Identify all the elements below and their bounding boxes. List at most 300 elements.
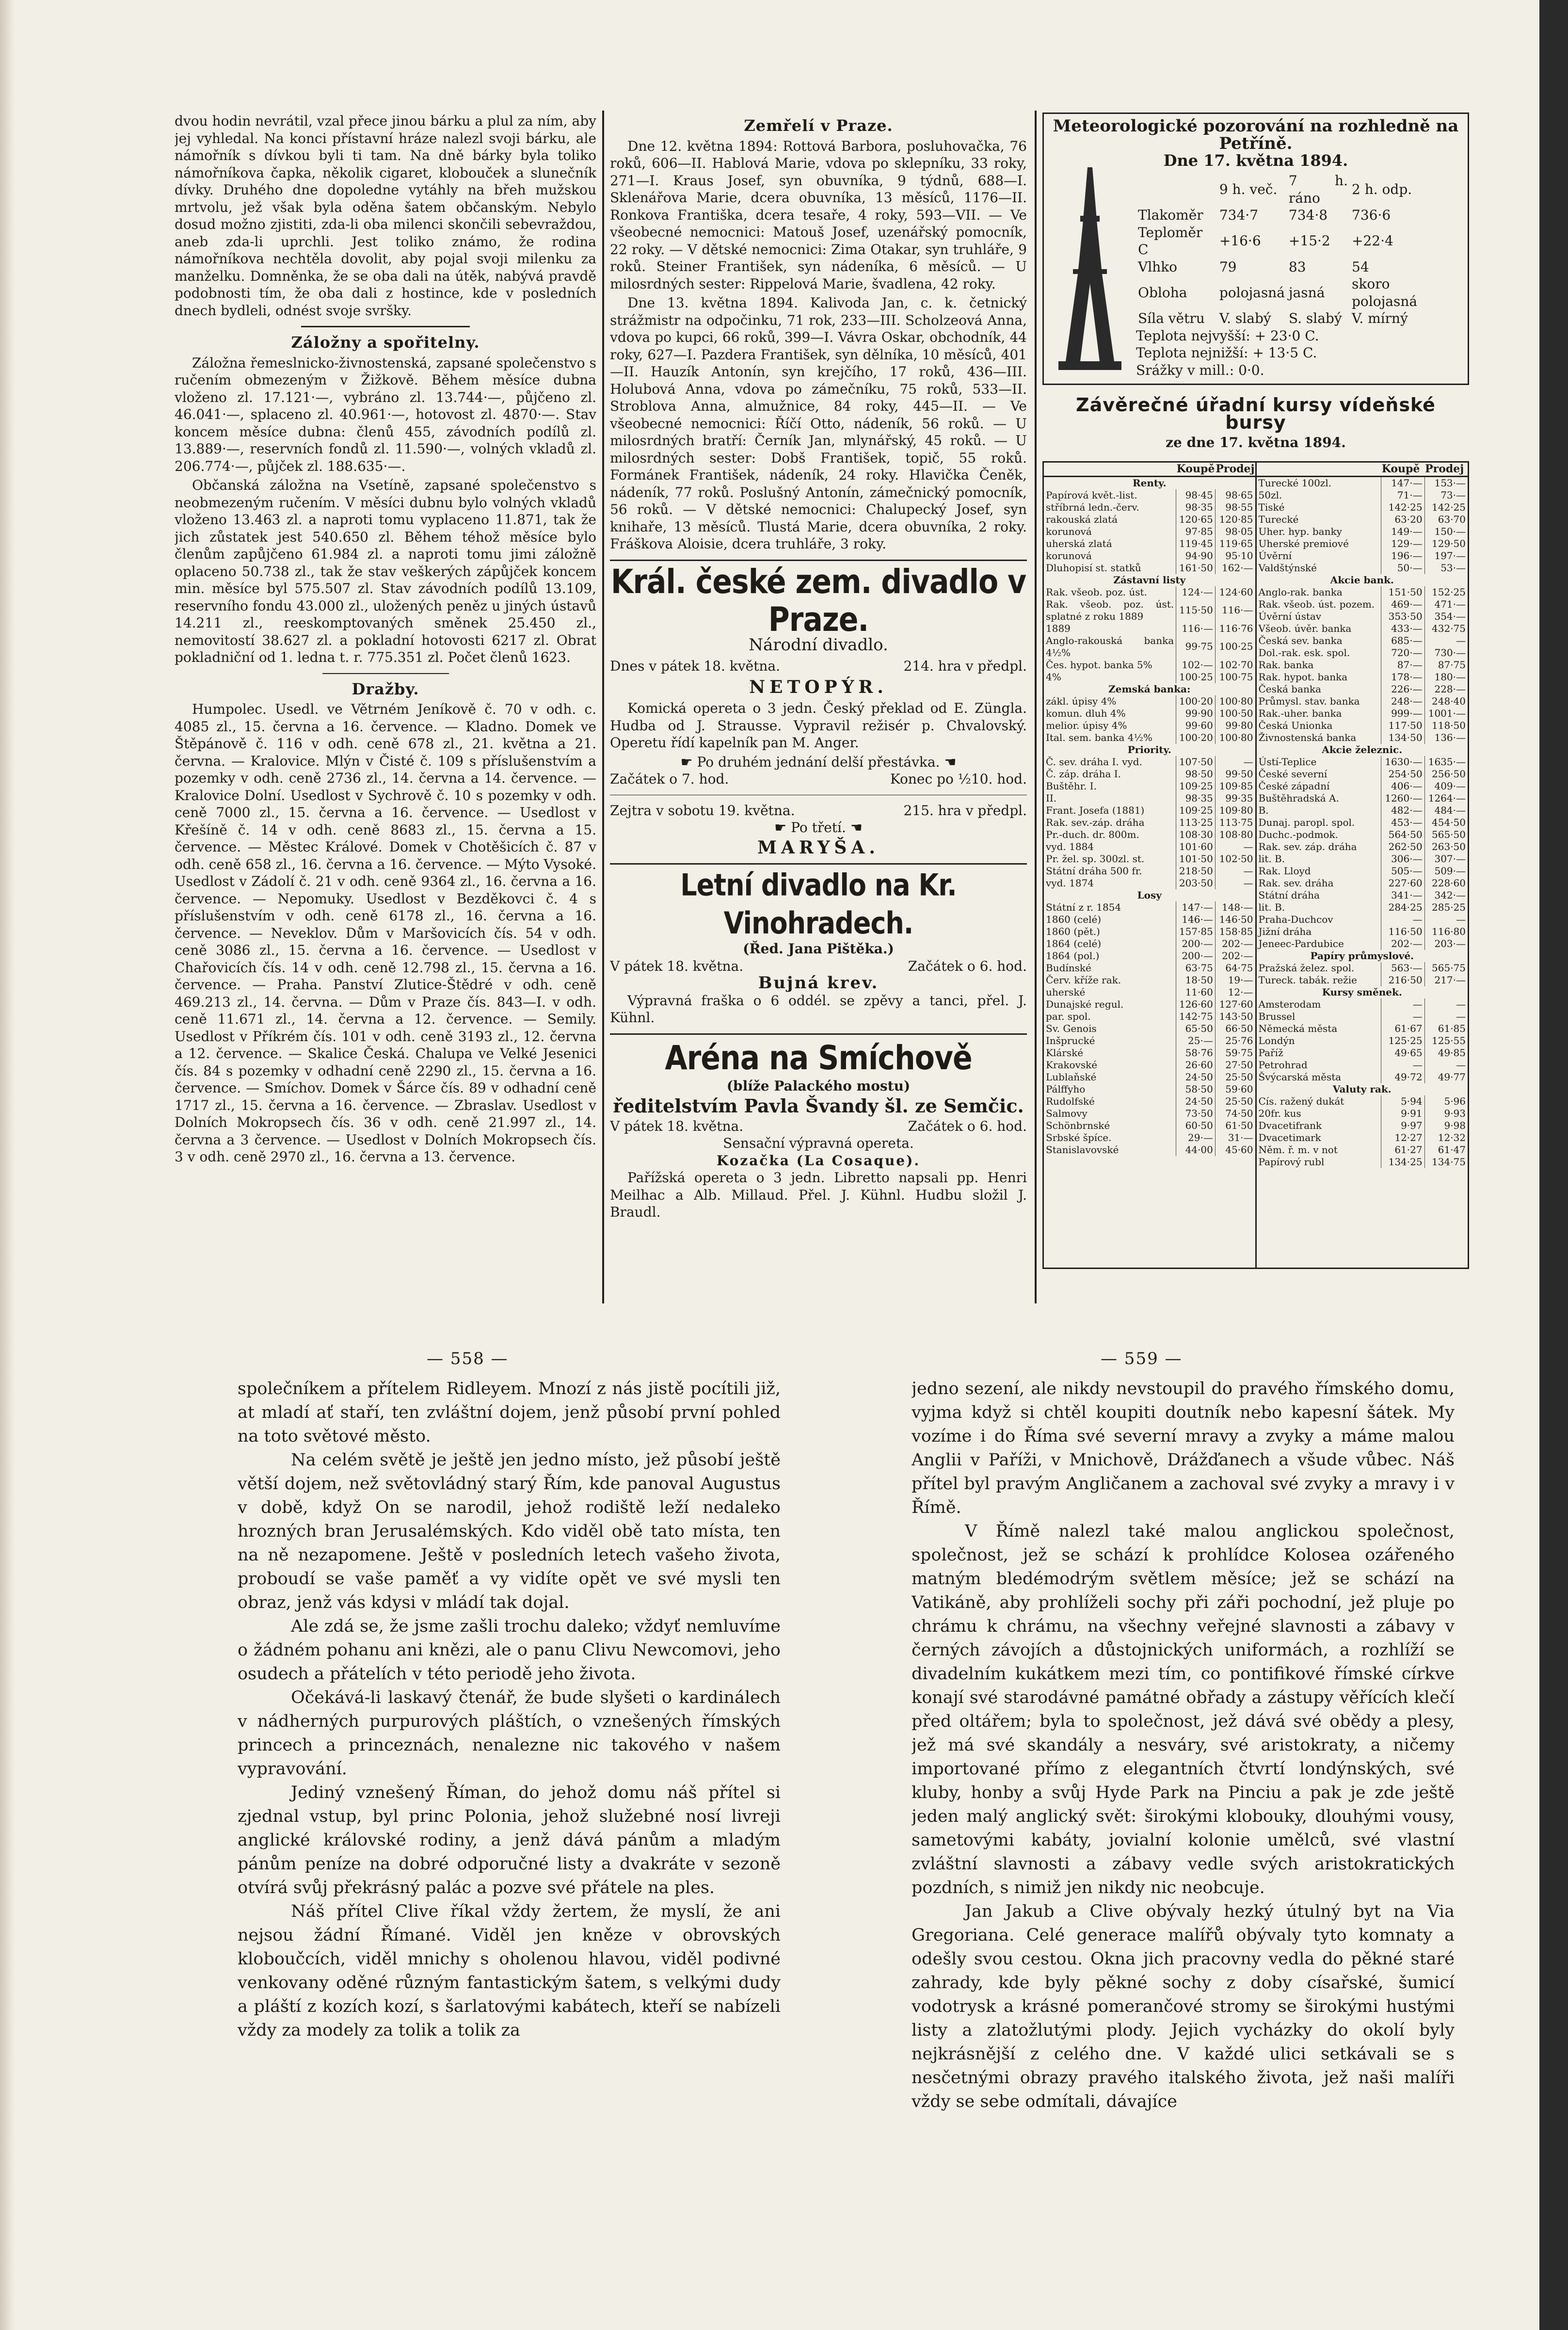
sell-price: 180·— bbox=[1424, 671, 1468, 683]
buy-price: 306·— bbox=[1381, 853, 1424, 865]
buy-price: 99·75 bbox=[1176, 635, 1216, 659]
met-value: V. mírný bbox=[1352, 310, 1408, 326]
buy-price: 100·25 bbox=[1176, 671, 1216, 683]
bourse-row bbox=[1044, 1108, 1255, 1120]
buy-price: 469·— bbox=[1381, 598, 1424, 611]
bourse-row bbox=[1257, 611, 1468, 623]
sell-price: — bbox=[1215, 865, 1255, 877]
buy-price: 200·— bbox=[1176, 950, 1216, 962]
security-name: Ital. sem. banka 4½% bbox=[1046, 731, 1152, 743]
met-table bbox=[1136, 172, 1456, 379]
bottom-right-text bbox=[912, 1377, 1455, 2211]
security-name: Česká Unionka bbox=[1258, 719, 1333, 731]
buy-price: 94·90 bbox=[1176, 550, 1216, 562]
sell-price: 217·— bbox=[1424, 974, 1468, 986]
sell-price: 95·10 bbox=[1215, 550, 1255, 562]
sell-price: 100·80 bbox=[1215, 732, 1255, 744]
divider bbox=[610, 560, 1027, 561]
security-name: vyd. 1874 bbox=[1046, 877, 1094, 889]
buy-price: 29·— bbox=[1176, 1132, 1216, 1144]
buy-price: 107·50 bbox=[1176, 756, 1216, 768]
sell-price: 119·65 bbox=[1215, 538, 1255, 550]
sell-price: 730·— bbox=[1424, 647, 1468, 659]
sell-price: 146·50 bbox=[1215, 914, 1255, 926]
buy-price: 11·60 bbox=[1176, 986, 1216, 998]
t2-date-row bbox=[610, 958, 1027, 975]
met-value: 736·6 bbox=[1352, 207, 1391, 223]
buy-price: 218·50 bbox=[1176, 865, 1216, 877]
buy-price: — bbox=[1381, 998, 1424, 1011]
petrin-tower-icon bbox=[1054, 167, 1126, 371]
met-value: +22·4 bbox=[1352, 233, 1393, 249]
theatre-vinohrady-sub: (Řed. Jana Pištěka.) bbox=[743, 941, 894, 957]
bourse-row bbox=[1257, 562, 1468, 574]
hand-pointer-icon: ☚ bbox=[846, 820, 863, 836]
security-name: Klárské bbox=[1046, 1046, 1084, 1059]
security-name: vyd. 1884 bbox=[1046, 840, 1094, 852]
bourse-row bbox=[1044, 1059, 1255, 1071]
t2-start: Začátek o 6. hod. bbox=[908, 958, 1027, 974]
t1-pause-text: Po druhém jednání delší přestávka. bbox=[697, 754, 940, 770]
sell-price: 64·75 bbox=[1215, 962, 1255, 974]
t3-desc: Pařížská opereta o 3 jedn. Libretto napsali pp. Henri Meilhac a Alb. Millaud. Přel. J. Kühnl. Hudbu složil J. Braudl. bbox=[610, 1170, 1027, 1220]
sell-price: 49·77 bbox=[1424, 1071, 1468, 1083]
column-left bbox=[175, 112, 596, 1296]
bourse-row bbox=[1044, 1023, 1255, 1035]
security-name: Uher. hyp. banky bbox=[1258, 525, 1342, 537]
security-name: Německá města bbox=[1258, 1022, 1338, 1034]
meteorology-box bbox=[1042, 112, 1469, 385]
sell-price: — bbox=[1424, 914, 1468, 926]
bourse-section-label: Zástavní listy bbox=[1113, 574, 1186, 586]
t1-end: Konec po ½10. hod. bbox=[890, 771, 1027, 787]
col-kup: Koupě bbox=[1381, 463, 1424, 477]
sell-price: 158·85 bbox=[1215, 926, 1255, 938]
security-name: Anglo-rakouská banka 4½% bbox=[1046, 634, 1174, 659]
bourse-row bbox=[1044, 1132, 1255, 1144]
sell-price: 100·25 bbox=[1215, 635, 1255, 659]
t1-description: Komická opereta o 3 jedn. Český překlad od E. Züngla. Hudba od J. Strausse. Vypravil režisér p. Chvalovský. Operetu řídí kapelník pan M. Anger. bbox=[610, 700, 1027, 751]
buy-price: 202·— bbox=[1381, 938, 1424, 950]
sell-price: 202·— bbox=[1215, 938, 1255, 950]
security-name: Rudolfské bbox=[1046, 1095, 1095, 1107]
divider bbox=[322, 673, 449, 674]
security-name: Rak. sev.-záp. dráha bbox=[1046, 816, 1145, 828]
security-name: Pálffyho bbox=[1046, 1083, 1086, 1095]
sell-price: 120·85 bbox=[1215, 514, 1255, 526]
buy-price: 44·00 bbox=[1176, 1144, 1216, 1156]
security-name: Čes. hypot. banka 5% bbox=[1046, 659, 1152, 671]
sell-price: 59·75 bbox=[1215, 1047, 1255, 1059]
bourse-row bbox=[1044, 1083, 1255, 1095]
security-name: korunová bbox=[1046, 549, 1092, 562]
bourse-section bbox=[1257, 986, 1468, 998]
sell-price: 25·50 bbox=[1215, 1095, 1255, 1108]
security-name: 1860 (celé) bbox=[1046, 913, 1102, 925]
buy-price: 116·— bbox=[1176, 623, 1216, 635]
security-name: Česká sev. banka bbox=[1258, 634, 1343, 646]
security-name: Salmovy bbox=[1046, 1107, 1088, 1119]
sell-price: 152·25 bbox=[1424, 586, 1468, 598]
bourse-section-label: Losy bbox=[1137, 889, 1162, 901]
buy-price: 482·— bbox=[1381, 804, 1424, 817]
sell-price: 248·40 bbox=[1424, 695, 1468, 707]
security-name: Inšprucké bbox=[1046, 1034, 1095, 1046]
bourse-section bbox=[1257, 574, 1468, 586]
sell-price: 31·— bbox=[1215, 1132, 1255, 1144]
bourse-section bbox=[1257, 1083, 1468, 1095]
bourse-row bbox=[1257, 901, 1468, 914]
sell-price: 432·75 bbox=[1424, 623, 1468, 635]
bourse-row bbox=[1044, 514, 1255, 526]
sell-price: 109·80 bbox=[1215, 804, 1255, 817]
buy-price: 433·— bbox=[1381, 623, 1424, 635]
bourse-row bbox=[1044, 986, 1255, 998]
bourse-row bbox=[1044, 1035, 1255, 1047]
buy-price: 147·— bbox=[1381, 476, 1424, 489]
security-name: Lublaňské bbox=[1046, 1071, 1097, 1083]
bourse-row bbox=[1044, 756, 1255, 768]
sell-price: 74·50 bbox=[1215, 1108, 1255, 1120]
bourse-row bbox=[1257, 780, 1468, 792]
security-name: Dunaj. paropl. spol. bbox=[1258, 816, 1355, 828]
sell-price: 118·50 bbox=[1424, 720, 1468, 732]
buy-price: 126·60 bbox=[1176, 998, 1216, 1011]
sell-price: 12·32 bbox=[1424, 1132, 1468, 1144]
sell-price: 9·98 bbox=[1424, 1120, 1468, 1132]
buy-price: 49·65 bbox=[1381, 1047, 1424, 1059]
security-name: Paříž bbox=[1258, 1046, 1283, 1059]
bourse-row bbox=[1044, 1120, 1255, 1132]
security-name: Č. záp. dráha I. bbox=[1046, 768, 1121, 780]
sell-price: 565·50 bbox=[1424, 829, 1468, 841]
bourse-row bbox=[1044, 707, 1255, 720]
buy-price: 284·25 bbox=[1381, 901, 1424, 914]
bourse-row bbox=[1044, 1071, 1255, 1083]
buy-price: 406·— bbox=[1381, 780, 1424, 792]
buy-price: 97·85 bbox=[1176, 526, 1216, 538]
sell-price: 143·50 bbox=[1215, 1011, 1255, 1023]
bourse-row bbox=[1044, 938, 1255, 950]
sell-price: — bbox=[1215, 841, 1255, 853]
bourse-row bbox=[1044, 526, 1255, 538]
bourse-section-label: Priority. bbox=[1127, 743, 1171, 755]
sell-price: 454·50 bbox=[1424, 817, 1468, 829]
buy-price: — bbox=[1381, 914, 1424, 926]
sell-price: 342·— bbox=[1424, 889, 1468, 901]
buy-price: 505·— bbox=[1381, 865, 1424, 877]
security-name: 1889 bbox=[1046, 622, 1071, 634]
security-name: 50zl. bbox=[1258, 489, 1282, 501]
buy-price: 119·45 bbox=[1176, 538, 1216, 550]
sell-price: 100·75 bbox=[1215, 671, 1255, 683]
buy-price: 248·— bbox=[1381, 695, 1424, 707]
met-value: V. slabý bbox=[1219, 310, 1271, 326]
security-name: Rak. banka bbox=[1258, 659, 1314, 671]
bourse-section-label: Renty. bbox=[1133, 477, 1167, 489]
bourse-row bbox=[1257, 538, 1468, 550]
paragraph: Na celém světě je ještě jen jedno místo, jež působí ještě větší dojem, než světovládný starý Řím, kde panoval Augustus v době, když On se narodil, jehož rodiště leží nedaleko hrozných bran Jerusalémských. Kdo viděl obě tato místa, ten na ně nezapomene. Ještě v posledních letech vašeho života, proboudí se vaše paměť a vy vidíte opět ve své mysli ten obraz, jenž vás kdysi v mládí tak dojal. bbox=[238, 1450, 781, 1612]
security-name: Rak. všeob. úst. pozem. bbox=[1258, 598, 1375, 610]
security-name: Živnostenská banka bbox=[1258, 731, 1357, 743]
paragraph: V Římě nalezl také malou anglickou společnost, společnost, jež se schází k prohlídce Kolosea ozářeného matným bledémodrým světlem měsíce; jež se schází na Vatikáně, aby prohlíželi sochy při záři pochodní, jež pluje po chrámu k chrámu, na všechny veřejné slavnosti a zábavy v černých závojích a důstojnických uniformách, a rozhlíží se divadelním kukátkem mezi tím, co pontifikové římské církve konají své starodávné památné obřady a zástupy věřících klečí před oltářem; byla to společnost, jež dává své obědy a plesy, jež má své skandály a nesváry, své aristokraty, a ničemy importované přímo z elegantních čtvrtí londýnských, své kluby, honby a svůj Hyde Park na Pinciu a pak je zde ještě jeden malý anglický svět: širokými klobouky, dlouhými vousy, sametovými kabáty, jovialní kolonie umělců, své vlastní zvláštní slavnosti a zábavy vedle svých aristokratických pozdních, s nimiž jen nikdy nic neobcuje. bbox=[912, 1522, 1455, 1897]
sell-price: — bbox=[1424, 1011, 1468, 1023]
buy-price: 109·25 bbox=[1176, 780, 1216, 792]
zemreli-13-may: Dne 13. května 1894. Kalivoda Jan, c. k. četnický strážmistr na odpočinku, 71 rok, 233—III. Scholzeová Anna, vdova po kupci, 66 roků, 399—I. Vávra Oskar, obchodník, 44 roky, 627—I. Pazdera František, syn dělníka, 10 měsíců, 401—II. Hauzík Antonín, syn krejčího, 17 roků, 436—III. Holubová Anna, vdova po zámečníku, 75 roků, 533—II. Stroblova Anna, almužnice, 84 roky, 445—II. — Ve všeobecné nemocnici: Říčí Otto, nádeník, 56 roků. — U milosrdných bratří: Černík Jan, mlynářský, 45 roků. — U milosrdných sester: Dobš František, topič, 55 roků. Formánek František, nádeník, 24 roky. Hlavička Čeněk, nádeník, 77 roků. Poslušný Antonín, zámečnický pomocník, 56 roků. — V dětské nemocnici: Chalupecký Josef, syn knihaře, 13 měsíců. Tlustá Marie, dcera obuvníka, 2 roky. Fráškova Aloisie, dcera truhláře, 3 roky. bbox=[610, 295, 1027, 552]
bourse-row bbox=[1257, 756, 1468, 768]
bourse-row bbox=[1257, 829, 1468, 841]
security-name: II. bbox=[1046, 792, 1057, 804]
bourse-row bbox=[1044, 671, 1255, 683]
security-name: Úvěrní ústav bbox=[1258, 610, 1322, 622]
sell-price: 307·— bbox=[1424, 853, 1468, 865]
security-name: Buštěhradská A. bbox=[1258, 792, 1339, 804]
buy-price: 98·35 bbox=[1176, 792, 1216, 804]
buy-price: 196·— bbox=[1381, 550, 1424, 562]
bourse-row bbox=[1257, 841, 1468, 853]
bourse-section-label: Zemská banka: bbox=[1108, 683, 1191, 695]
buy-price: 1630·— bbox=[1381, 756, 1424, 768]
security-name: Rak. sev. záp. dráha bbox=[1258, 840, 1357, 852]
sell-price: 102·70 bbox=[1215, 659, 1255, 671]
security-name: uherské bbox=[1046, 986, 1086, 998]
sell-price: 100·80 bbox=[1215, 695, 1255, 707]
sell-price: 484·— bbox=[1424, 804, 1468, 817]
security-name: Stanislavovské bbox=[1046, 1143, 1119, 1156]
sell-price: — bbox=[1215, 877, 1255, 889]
sell-price: 102·50 bbox=[1215, 853, 1255, 865]
t2-desc: Výpravná fraška o 6 oddél. se zpěvy a tanci, přel. J. Kühnl. bbox=[610, 992, 1027, 1026]
bourse-row bbox=[1257, 998, 1468, 1011]
bourse-row bbox=[1257, 877, 1468, 889]
bourse-row bbox=[1257, 768, 1468, 780]
buy-price: 1260·— bbox=[1381, 792, 1424, 804]
bourse-row bbox=[1257, 792, 1468, 804]
security-name: Krakovské bbox=[1046, 1059, 1098, 1071]
buy-price: 99·90 bbox=[1176, 707, 1216, 720]
security-name: Všeob. úvěr. banka bbox=[1258, 622, 1352, 634]
buy-price: 99·60 bbox=[1176, 720, 1216, 732]
security-name: Dvacetimark bbox=[1258, 1131, 1321, 1143]
sell-price: 49·85 bbox=[1424, 1047, 1468, 1059]
bourse-row bbox=[1257, 1047, 1468, 1059]
t3-note: Sensační výpravná opereta. bbox=[723, 1135, 914, 1151]
buy-price: 9·91 bbox=[1381, 1108, 1424, 1120]
security-name: Rak. všeob. poz. úst. splatné z roku 1889 bbox=[1046, 598, 1174, 622]
security-name: Papírová květ.-list. bbox=[1046, 489, 1137, 501]
bourse-row bbox=[1257, 962, 1468, 974]
buy-price: 563·— bbox=[1381, 962, 1424, 974]
met-value: 734·8 bbox=[1288, 207, 1328, 223]
divider bbox=[610, 1033, 1027, 1035]
bourse-row bbox=[1044, 962, 1255, 974]
security-name: České západní bbox=[1258, 780, 1330, 792]
sell-price: 125·55 bbox=[1424, 1035, 1468, 1047]
security-name: Budínské bbox=[1046, 962, 1091, 974]
buy-price: 109·25 bbox=[1176, 804, 1216, 817]
bourse-row bbox=[1257, 1156, 1468, 1168]
buy-price: 116·50 bbox=[1381, 926, 1424, 938]
buy-price: 58·50 bbox=[1176, 1083, 1216, 1095]
security-name: Červ. kříže rak. bbox=[1046, 974, 1121, 986]
met-max: Teplota nejvyšší: + 23·0 C. bbox=[1136, 327, 1319, 344]
bourse-row bbox=[1044, 598, 1255, 623]
bourse-row bbox=[1257, 865, 1468, 877]
security-name: Jižní dráha bbox=[1258, 925, 1312, 937]
buy-price: 227·60 bbox=[1381, 877, 1424, 889]
security-name: stříbrná ledn.-červ. bbox=[1046, 501, 1139, 513]
buy-price: 71·— bbox=[1381, 489, 1424, 501]
sell-price: 116·— bbox=[1215, 598, 1255, 623]
column-rule bbox=[1035, 111, 1037, 1303]
met-label: Síla větru bbox=[1138, 310, 1205, 326]
security-name: Srbské špíce. bbox=[1046, 1131, 1112, 1143]
theatre-national-title: Král. české zem. divadlo v Praze. bbox=[610, 562, 1026, 639]
security-name: Dvacetifrank bbox=[1258, 1119, 1322, 1131]
bourse-row bbox=[1044, 538, 1255, 550]
security-name: Schönbrnské bbox=[1046, 1119, 1110, 1131]
sell-price: 197·— bbox=[1424, 550, 1468, 562]
t1-next-first-text: Po třetí. bbox=[791, 820, 846, 836]
security-name: Státní dráha bbox=[1258, 889, 1320, 901]
buy-price: 720·— bbox=[1381, 647, 1424, 659]
zemreli-12-may: Dne 12. května 1894: Rottová Barbora, posluhovačka, 76 roků, 606—II. Hablová Marie, vdova po sklepníku, 33 roky, 271—I. Kraus Josef, syn obuvníka, 9 týdnů, 688—I. Sklenářova Marie, dcera obuvníka, 13 měsíců, 1176—II. Ronkova Františka, dcera tesaře, 4 roky, 593—VII. — Ve všeobecné nemocnici: Matouš Josef, uzenářský pomocník, 22 roky. — V dětské nemocnici: Zima Otakar, syn truhláře, 9 roků. Steiner František, syn nádeníka, 6 měsíců. — U milosrdných sester: Rippelová Marie, švadlena, 42 roky. bbox=[610, 138, 1027, 292]
met-label: Teploměr C bbox=[1138, 224, 1203, 257]
bourse-row bbox=[1257, 732, 1468, 744]
buy-price: 178·— bbox=[1381, 671, 1424, 683]
sell-price: 61·85 bbox=[1424, 1023, 1468, 1035]
security-name: Petrohrad bbox=[1258, 1059, 1308, 1071]
security-name: Rak.-uher. banka bbox=[1258, 707, 1342, 719]
buy-price: 98·50 bbox=[1176, 768, 1216, 780]
buy-price: 115·50 bbox=[1176, 598, 1216, 623]
sell-price: 45·60 bbox=[1215, 1144, 1255, 1156]
t2-play: Bujná krev. bbox=[758, 973, 879, 993]
bourse-row bbox=[1044, 562, 1255, 574]
met-label: Vlhko bbox=[1138, 258, 1178, 275]
buy-price: 254·50 bbox=[1381, 768, 1424, 780]
met-value: polojasná bbox=[1219, 284, 1285, 301]
t3-play: Kozačka (La Cosaque). bbox=[716, 1152, 921, 1169]
buy-price: 203·50 bbox=[1176, 877, 1216, 889]
drazby-paragraph: Humpolec. Usedl. ve Větrném Jeníkově č. 70 v odh. c. 4085 zl., 15. června a 16. července. — Kladno. Domek ve Štěpánově č. 116 v odh. ceně 678 zl., 21. května a 21. června. — Kralovice. Mlýn v Čisté č. 109 s příslušenstvím a pozemky v odh. ceně 2736 zl., 14. června a 14. července. — Kralovice Dolní. Usedlost v Sychrově č. 10 s pozemky v odh. ceně 7000 zl., 15. června a 16. července. — Usedlost v Křešíně č. 14 v odh. ceně 8683 zl., 15. června a 15. července. — Městec Králové. Domek v Chotěšicích č. 87 v odh. ceně 658 zl., 16. června a 16. července. — Mýto Vysoké. Usedlost v Zádolí č. 21 v odh. ceně 9364 zl., 16. června a 16. července. — Nepomuky. Usedlost v Bezděkovci č. 4 s příslušenstvím v odh. ceně 6178 zl., 16. června a 16. července. — Neveklov. Dům v Maršovicích čís. 54 v odh. ceně 3086 zl., 15. června a 16. července. — Usedlost v Chařovicích čís. 14 v odh. ceně 12.798 zl., 15. června a 16. července. — Praha. Panství Zlutice-Štědré v odh. ceně 469.213 zl., 14. června. — Dům v Praze čís. 843—I. v odh. ceně 11.671 zl., 14. června a 12. července. — Semily. Usedlost v Příkrém čís. 101 v odh. ceně 3193 zl., 12. června a 12. července. — Skalice Česká. Chalupa ve Velké Jesenici čís. 84 s pozemky v odhadní ceně 2290 zl., 15. června a 16. července. — Smíchov. Domek v Šárce čís. 89 v odhadní ceně 1717 zl., 15. června a 16. července. — Zbraslav. Usedlost v Dolních Mokropsech čís. 36 v odh. ceně 21.997 zl., 14. června a 3 července. — Usedlost v Dolních Mokropsech čís. 3 v odh. ceně 2970 zl., 16. června a 13. července. bbox=[175, 701, 596, 1165]
bourse-section bbox=[1044, 476, 1255, 489]
sell-price: 1264·— bbox=[1424, 792, 1468, 804]
security-name: rakouská zlatá bbox=[1046, 513, 1118, 525]
bourse-row bbox=[1257, 889, 1468, 901]
sell-price: 1635·— bbox=[1424, 756, 1468, 768]
buy-price: 161·50 bbox=[1176, 562, 1216, 574]
buy-price: — bbox=[1381, 1011, 1424, 1023]
bourse-row bbox=[1044, 998, 1255, 1011]
bourse-row bbox=[1257, 1035, 1468, 1047]
bourse-row bbox=[1257, 659, 1468, 671]
theatre-smichov-sub: (blíže Palackého mostu) bbox=[726, 1077, 911, 1094]
paragraph: společníkem a přítelem Ridleyem. Mnozí z nás jistě pocítili již, at mladí ať staří, ten zvláštní dojem, jenž působí první pohled na toto světové město. bbox=[238, 1379, 781, 1446]
buy-price: 63·20 bbox=[1381, 514, 1424, 526]
sell-price: 98·65 bbox=[1215, 489, 1255, 501]
bourse-right bbox=[1257, 463, 1468, 1268]
security-name: Jeneec-Pardubice bbox=[1258, 937, 1344, 949]
buy-price: 12·27 bbox=[1381, 1132, 1424, 1144]
buy-price: 453·— bbox=[1381, 817, 1424, 829]
sell-price: 203·— bbox=[1424, 938, 1468, 950]
buy-price: 49·72 bbox=[1381, 1071, 1424, 1083]
theatre-vinohrady-title: Letní divadlo na Kr. Vinohradech. bbox=[680, 868, 957, 941]
t1-pause bbox=[610, 754, 1027, 771]
buy-price: 101·50 bbox=[1176, 853, 1216, 865]
buy-price: 9·97 bbox=[1381, 1120, 1424, 1132]
t1-times bbox=[610, 771, 1027, 788]
security-name: Anglo-rak. banka bbox=[1258, 586, 1343, 598]
sell-price: 99·35 bbox=[1215, 792, 1255, 804]
t1-start: Začátek o 7. hod. bbox=[610, 771, 729, 787]
bourse-left bbox=[1044, 463, 1257, 1268]
security-name: Praha-Duchcov bbox=[1258, 913, 1333, 925]
heading-drazby: Dražby. bbox=[352, 679, 419, 698]
page-number-left: — 558 — bbox=[427, 1349, 509, 1368]
sell-price: 124·60 bbox=[1215, 586, 1255, 598]
sell-price: 509·— bbox=[1424, 865, 1468, 877]
bourse-row bbox=[1257, 1071, 1468, 1083]
sell-price: 153·— bbox=[1424, 476, 1468, 489]
buy-price: — bbox=[1381, 1059, 1424, 1071]
bourse-row bbox=[1044, 1144, 1255, 1156]
bourse-row bbox=[1044, 623, 1255, 635]
met-label: Obloha bbox=[1138, 284, 1187, 301]
buy-price: 353·50 bbox=[1381, 611, 1424, 623]
bourse-section bbox=[1044, 574, 1255, 586]
t3-date-row bbox=[610, 1118, 1027, 1135]
security-name: Ústí-Teplice bbox=[1258, 755, 1317, 768]
bourse-row bbox=[1257, 550, 1468, 562]
t1-next: Zejtra v sobotu 19. května. bbox=[610, 802, 795, 819]
bourse-row bbox=[1257, 1023, 1468, 1035]
buy-price: 63·75 bbox=[1176, 962, 1216, 974]
security-name: Rak. všeob. poz. úst. bbox=[1046, 586, 1147, 598]
sell-price: 5·96 bbox=[1424, 1095, 1468, 1108]
bourse-section bbox=[1257, 744, 1468, 756]
bourse-row bbox=[1257, 647, 1468, 659]
sell-price: — bbox=[1424, 998, 1468, 1011]
bourse-row bbox=[1044, 489, 1255, 501]
security-name: Duchc.-podmok. bbox=[1258, 828, 1338, 840]
bourse-row bbox=[1044, 659, 1255, 671]
buy-price: 200·— bbox=[1176, 938, 1216, 950]
security-name: Uherské premiové bbox=[1258, 537, 1349, 549]
sell-price: 285·25 bbox=[1424, 901, 1468, 914]
bourse-row bbox=[1044, 974, 1255, 986]
buy-price: 685·— bbox=[1381, 635, 1424, 647]
bourse-row bbox=[1257, 635, 1468, 647]
bourse-row bbox=[1044, 1047, 1255, 1059]
sell-price: 129·50 bbox=[1424, 538, 1468, 550]
security-name: Turecké 100zl. bbox=[1258, 477, 1332, 489]
sell-price: 256·50 bbox=[1424, 768, 1468, 780]
theatre-national-subtitle: Národní divadlo. bbox=[749, 635, 888, 655]
buy-price: 102·— bbox=[1176, 659, 1216, 671]
security-name: Česká banka bbox=[1258, 683, 1321, 695]
sell-price: 59·60 bbox=[1215, 1083, 1255, 1095]
buy-price: 134·50 bbox=[1381, 732, 1424, 744]
sell-price: 134·75 bbox=[1424, 1156, 1468, 1168]
buy-price: 151·50 bbox=[1381, 586, 1424, 598]
bourse-row bbox=[1257, 598, 1468, 611]
buy-price: 262·50 bbox=[1381, 841, 1424, 853]
security-name: Turecké bbox=[1258, 513, 1299, 525]
sell-price: 150·— bbox=[1424, 526, 1468, 538]
bourse-row bbox=[1257, 586, 1468, 598]
